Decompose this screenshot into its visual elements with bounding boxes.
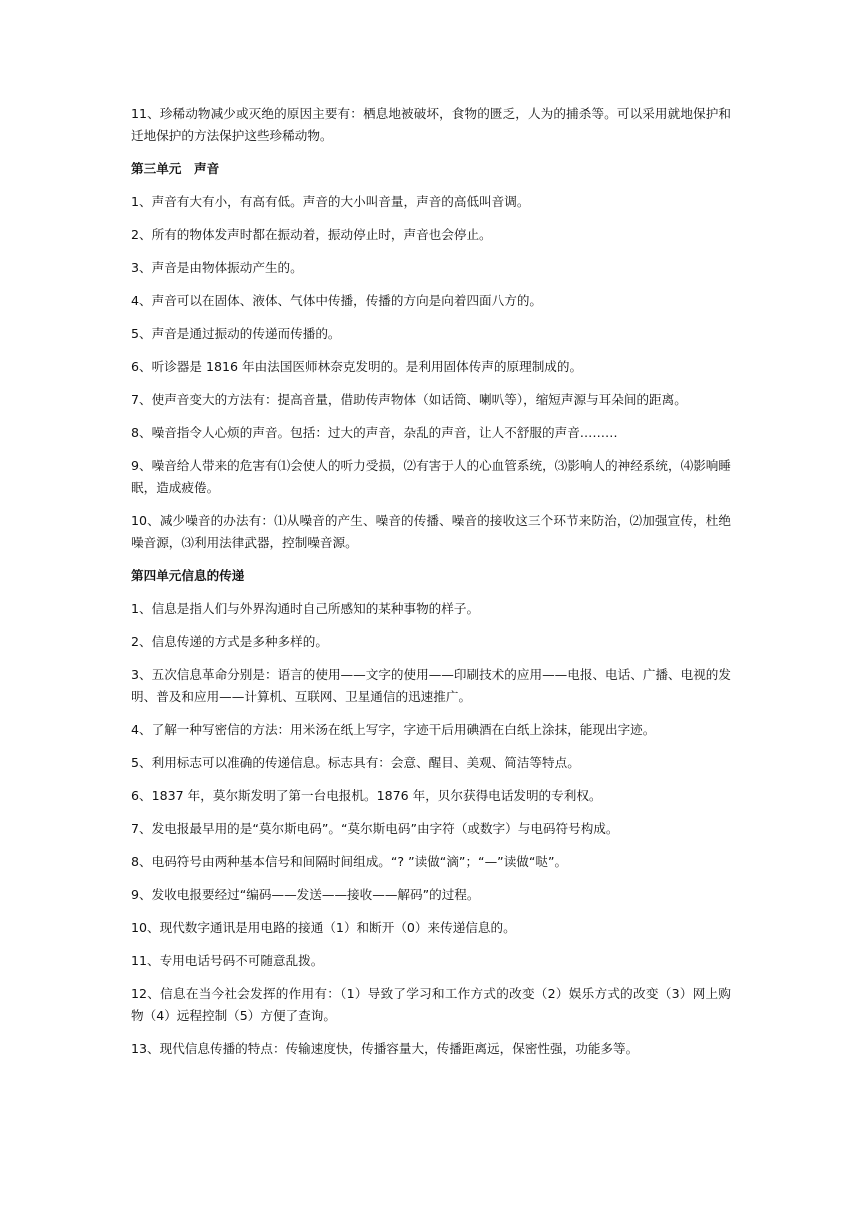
unit4-item: 9、发收电报要经过“编码——发送——接收——解码”的过程。 xyxy=(131,887,480,902)
unit3-item: 7、使声音变大的方法有：提高音量，借助传声物体（如话筒、喇叭等），缩短声源与耳朵间的距离。 xyxy=(131,392,687,407)
unit4-item: 6、1837 年，莫尔斯发明了第一台电报机。1876 年，贝尔获得电话发明的专利权。 xyxy=(131,788,602,803)
unit3-item: 1、声音有大有小，有高有低。声音的大小叫音量，声音的高低叫音调。 xyxy=(131,194,530,209)
unit3-item: 8、噪音指令人心烦的声音。包括：过大的声音，杂乱的声音，让人不舒服的声音……… xyxy=(131,425,618,440)
paragraph-rare-animals: 11、珍稀动物减少或灭绝的原因主要有：栖息地被破坏，食物的匮乏，人为的捕杀等。可以采用就地保护和迁地保护的方法保护这些珍稀动物。 xyxy=(131,106,731,143)
unit4-item: 11、专用电话号码不可随意乱拨。 xyxy=(131,953,324,968)
unit3-item: 5、声音是通过振动的传递而传播的。 xyxy=(131,326,341,341)
unit3-item: 3、声音是由物体振动产生的。 xyxy=(131,260,303,275)
document-page xyxy=(131,103,731,1071)
unit3-item: 6、听诊器是 1816 年由法国医师林奈克发明的。是利用固体传声的原理制成的。 xyxy=(131,359,583,374)
unit4-heading: 第四单元信息的传递 xyxy=(131,568,245,583)
unit4-item: 10、现代数字通讯是用电路的接通（1）和断开（0）来传递信息的。 xyxy=(131,920,516,935)
unit4-item: 5、利用标志可以准确的传递信息。标志具有：会意、醒目、美观、简洁等特点。 xyxy=(131,755,580,770)
unit3-heading: 第三单元 声音 xyxy=(131,161,220,176)
unit4-item: 7、发电报最早用的是“莫尔斯电码”。“莫尔斯电码”由字符（或数字）与电码符号构成。 xyxy=(131,821,619,836)
unit3-item: 2、所有的物体发声时都在振动着，振动停止时，声音也会停止。 xyxy=(131,227,492,242)
unit4-item: 13、现代信息传播的特点：传输速度快，传播容量大，传播距离远，保密性强，功能多等。 xyxy=(131,1041,639,1056)
unit4-item: 2、信息传递的方式是多种多样的。 xyxy=(131,634,328,649)
unit4-item: 4、了解一种写密信的方法：用米汤在纸上写字，字迹干后用碘酒在白纸上涂抹，能现出字迹。 xyxy=(131,722,656,737)
unit3-item: 4、声音可以在固体、液体、气体中传播，传播的方向是向着四面八方的。 xyxy=(131,293,543,308)
unit4-item: 1、信息是指人们与外界沟通时自己所感知的某种事物的样子。 xyxy=(131,601,480,616)
unit4-item: 3、五次信息革命分别是：语言的使用——文字的使用——印刷技术的应用——电报、电话、广播、电视的发明、普及和应用——计算机、互联网、卫星通信的迅速推广。 xyxy=(131,667,731,704)
unit4-item: 12、信息在当今社会发挥的作用有：（1）导致了学习和工作方式的改变（2）娱乐方式的改变（3）网上购物（4）远程控制（5）方便了查询。 xyxy=(131,986,731,1023)
unit4-item: 8、电码符号由两种基本信号和间隔时间组成。“? ”读做“滴”；“—”读做“哒”。 xyxy=(131,854,568,869)
unit3-item: 9、噪音给人带来的危害有⑴会使人的听力受损，⑵有害于人的心血管系统，⑶影响人的神经系统，⑷影响睡眠，造成疲倦。 xyxy=(131,458,731,495)
unit3-item: 10、减少噪音的办法有：⑴从噪音的产生、噪音的传播、噪音的接收这三个环节来防治，⑵加强宣传，杜绝噪音源，⑶利用法律武器，控制噪音源。 xyxy=(131,513,731,550)
